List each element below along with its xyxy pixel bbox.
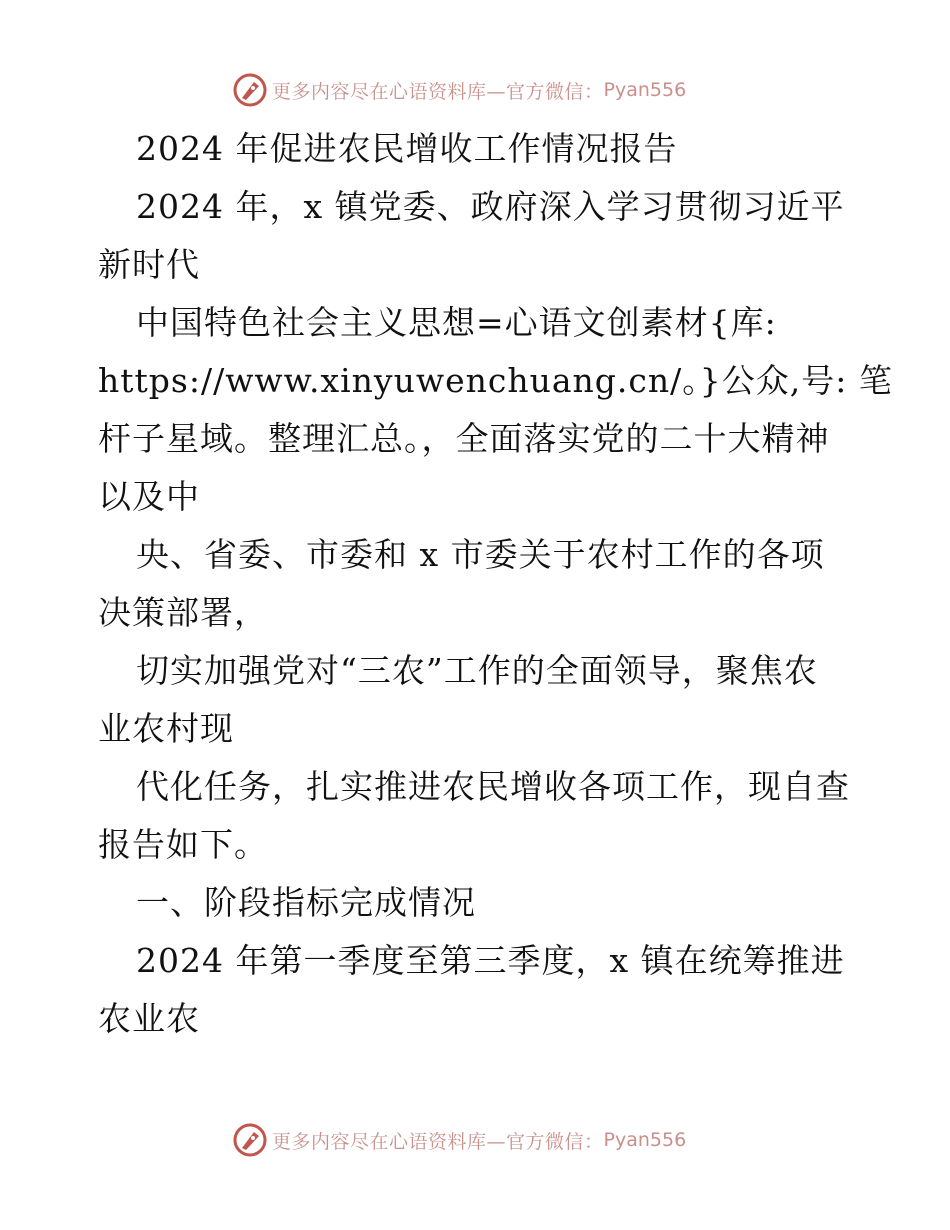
paragraph-line: 央、省委、市委和 x 市委关于农村工作的各项	[136, 535, 825, 574]
paragraph-line: https://www.xinyuwenchuang.cn/。}公众,号: 笔	[98, 361, 893, 400]
paragraph-line: 农业农	[98, 999, 200, 1038]
paragraph-line: 代化任务，扎实推进农民增收各项工作，现自查	[136, 767, 850, 806]
watermark-text: 更多内容尽在心语资料库—官方微信：	[272, 80, 604, 103]
paragraph-line: 杆子星域。整理汇总。，全面落实党的二十大精神	[98, 419, 830, 458]
document-title: 2024 年促进农民增收工作情况报告	[136, 129, 678, 168]
watermark-wechat-id: Pyan556	[603, 1129, 687, 1151]
paragraph-line: 报告如下。	[98, 825, 268, 864]
paragraph-line: 业农村现	[98, 709, 234, 748]
paragraph-line: 2024 年第一季度至第三季度，x 镇在统筹推进	[136, 941, 845, 980]
paragraph-line: 中国特色社会主义思想=心语文创素材{库:	[136, 303, 777, 342]
footer-watermark	[232, 1120, 686, 1160]
watermark-wechat-id: Pyan556	[603, 79, 687, 101]
document-body	[98, 120, 893, 1048]
pen-nib-logo-icon	[232, 1122, 268, 1158]
paragraph-line: 以及中	[98, 477, 200, 516]
header-watermark	[232, 70, 686, 110]
paragraph-line: 决策部署，	[98, 593, 268, 632]
pen-nib-logo-icon	[232, 72, 268, 108]
watermark-text: 更多内容尽在心语资料库—官方微信：	[272, 1130, 604, 1153]
paragraph-line: 新时代	[98, 245, 200, 284]
paragraph-line: 2024 年，x 镇党委、政府深入学习贯彻习近平	[136, 187, 845, 226]
paragraph-line: 切实加强党对“三农”工作的全面领导，聚焦农	[136, 651, 818, 690]
section-heading: 一、阶段指标完成情况	[136, 883, 476, 922]
